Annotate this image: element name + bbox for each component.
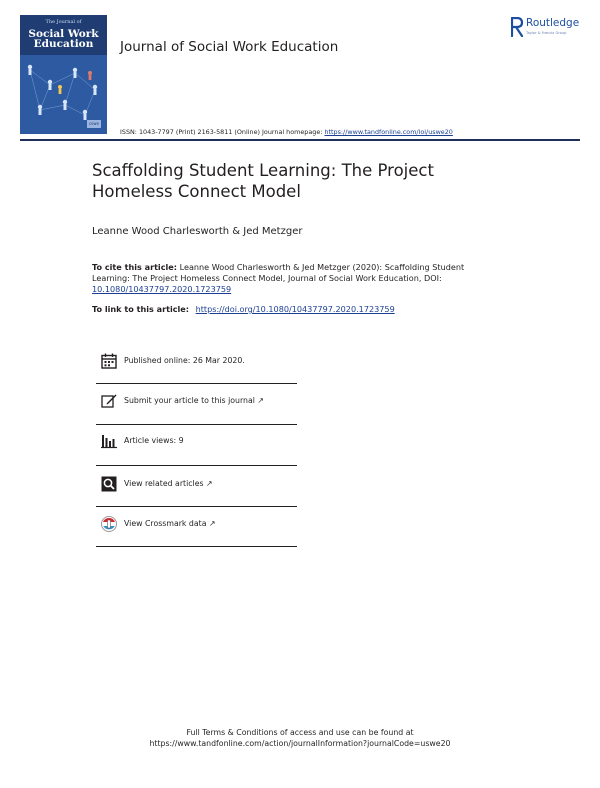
article-views-text: Article views: 9 <box>124 436 184 445</box>
external-link-icon: ↗ <box>257 396 264 405</box>
publisher-name: Routledge <box>526 17 580 29</box>
crossmark-label: View Crossmark data <box>124 519 207 528</box>
footer <box>0 727 600 749</box>
article-doi-link[interactable]: https://doi.org/10.1080/10437797.2020.1723759 <box>195 304 395 314</box>
calendar-icon <box>100 352 118 370</box>
cover-title-line-1: Social Work <box>28 28 99 40</box>
citation-doi-link[interactable]: 10.1080/10437797.2020.1723759 <box>92 284 232 294</box>
cover-title-line-2: Education <box>33 38 94 50</box>
article-title-line-2: Homeless Connect Model <box>92 182 301 201</box>
issn-line <box>120 128 453 136</box>
info-divider <box>96 383 297 384</box>
crossmark-icon <box>100 515 118 533</box>
article-authors: Leanne Wood Charlesworth & Jed Metzger <box>92 226 303 237</box>
external-link-icon: ↗ <box>206 479 213 488</box>
published-online-text: Published online: 26 Mar 2020. <box>124 356 245 365</box>
search-icon <box>100 475 118 493</box>
citation-text: Leanne Wood Charlesworth & Jed Metzger (2020): Scaffolding Student Learning: The Project Homeless Connect Model, Journal of Social Work Education, DOI: <box>92 262 465 283</box>
issn-text: ISSN: 1043-7797 (Print) 2163-5811 (Online) Journal homepage: <box>120 128 323 136</box>
related-articles-label: View related articles <box>124 479 204 488</box>
article-title <box>92 160 512 202</box>
submit-article-label: Submit your article to this journal <box>124 396 255 405</box>
info-divider <box>96 506 297 507</box>
cover-title <box>20 29 107 49</box>
article-link-line <box>92 304 395 314</box>
journal-homepage-link[interactable]: https://www.tandfonline.com/loi/uswe20 <box>324 128 453 136</box>
citation-block <box>92 262 472 295</box>
journal-title: Journal of Social Work Education <box>120 39 339 55</box>
info-divider <box>96 424 297 425</box>
info-divider <box>96 546 297 547</box>
submit-article-link[interactable] <box>124 396 264 405</box>
footer-journal-info-link[interactable]: https://www.tandfonline.com/action/journalInformation?journalCode=uswe20 <box>149 739 451 748</box>
publisher-tagline: Taylor & Francis Group <box>526 31 567 35</box>
header-divider <box>20 139 580 141</box>
journal-cover-image[interactable] <box>20 15 107 134</box>
article-link-label: To link to this article: <box>92 304 190 314</box>
external-link-icon: ↗ <box>208 519 216 528</box>
info-divider <box>96 465 297 466</box>
cover-publisher-badge: cswe <box>88 121 99 126</box>
footer-terms-text: Full Terms & Conditions of access and use can be found at <box>186 728 414 737</box>
publisher-logo[interactable] <box>511 17 591 39</box>
related-articles-link[interactable] <box>124 479 213 488</box>
bar-chart-icon <box>100 432 118 450</box>
edit-icon <box>100 392 118 410</box>
article-title-line-1: Scaffolding Student Learning: The Project <box>92 161 434 180</box>
citation-label: To cite this article: <box>92 262 178 272</box>
crossmark-link[interactable] <box>124 519 216 528</box>
cover-subtitle: The Journal of <box>45 19 82 25</box>
routledge-r-icon <box>511 17 524 37</box>
